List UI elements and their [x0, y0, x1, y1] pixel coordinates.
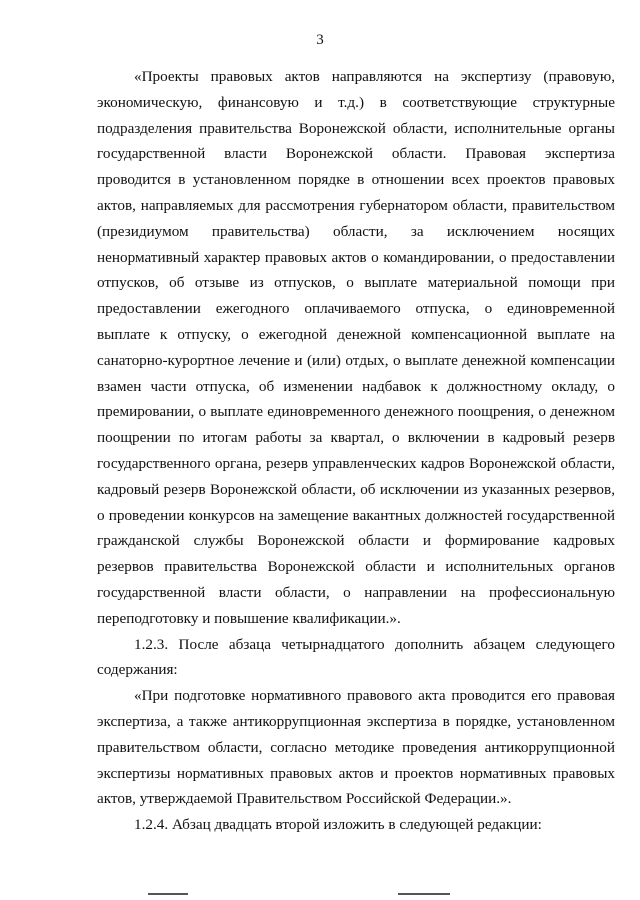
- page-bottom-edge: [0, 893, 640, 896]
- scan-artifact-mark: [148, 893, 188, 895]
- document-body: [97, 64, 615, 838]
- paragraph-item-1-2-3: 1.2.3. После абзаца четырнадцатого дополнить абзацем следующего содержания:: [97, 635, 615, 679]
- paragraph-item-1-2-4: 1.2.4. Абзац двадцать второй изложить в следующей редакции:: [134, 816, 542, 834]
- scan-artifact-mark: [398, 893, 450, 895]
- page-number: 3: [316, 32, 324, 48]
- paragraph-quote-normative: «При подготовке нормативного правового акта проводится его правовая экспертиза, а также антикоррупционная экспертиза в порядке, установленном правительством области, согласно методике проведения антикоррупционной экспертизы нормативных правовых актов и проектов нормативных правовых актов, утверждаемой Правительством Российской Федерации.».: [97, 687, 615, 808]
- paragraph-quote-expertise: «Проекты правовых актов направляются на экспертизу (правовую, экономическую, финансовую и т.д.) в соответствующие структурные подразделения правительства Воронежской области, исполнительные органы государственной власти Воронежской области. Правовая экспертиза проводится в установленном порядке в отношении всех проектов правовых актов, направляемых для рассмотрения губернатором области, правительством (президиумом правительства) области, за исключением носящих ненормативный характер правовых актов о командировании, о предоставлении отпусков, об отзыве из отпусков, о выплате материальной помощи при предоставлении ежегодного оплачиваемого отпуска, о единовременной выплате к отпуску, о ежегодной денежной компенсационной выплате на санаторно-курортное лечение и (или) отдых, о выплате денежной компенсации взамен части отпуска, об изменении надбавок к должностному окладу, о премировании, о выплате единовременного денежного поощрения, о денежном поощрении по итогам работы за квартал, о включении в кадровый резерв государственного органа, резерв управленческих кадров Воронежской области, кадровый резерв Воронежской области, об исключении из указанных резервов, о проведении конкурсов на замещение вакантных должностей государственной гражданской службы Воронежской области и формирование кадровых резервов правительства Воронежской области и исполнительных органов государственной власти области, о направлении на профессиональную переподготовку и повышение квалификации.».: [97, 68, 615, 627]
